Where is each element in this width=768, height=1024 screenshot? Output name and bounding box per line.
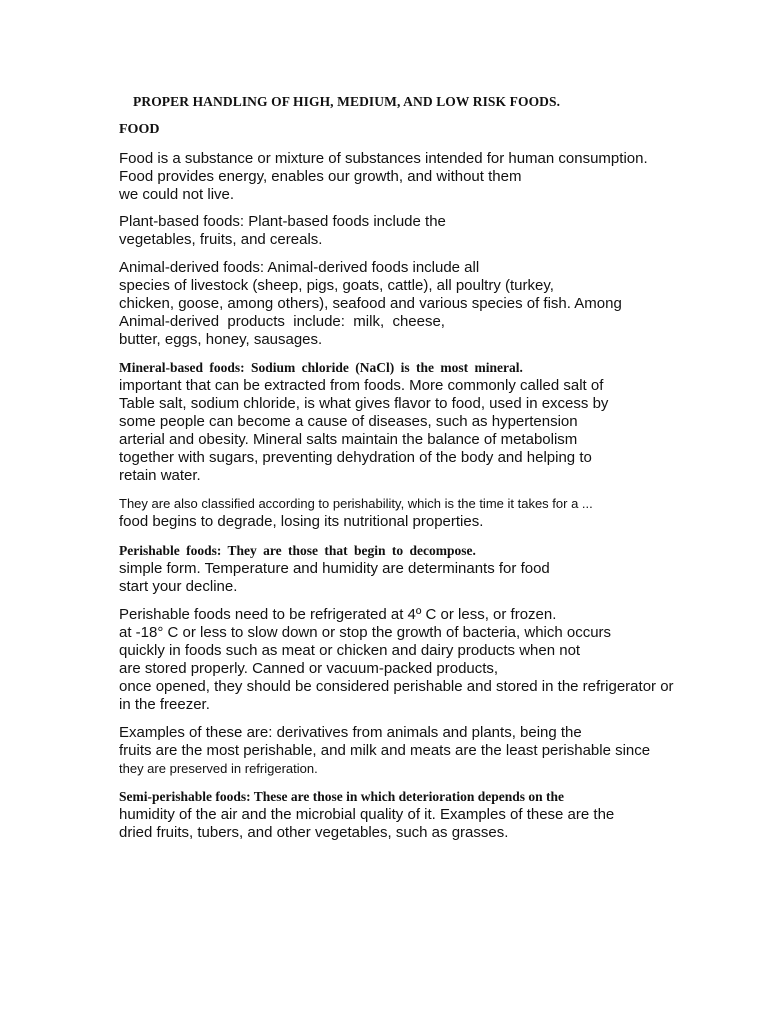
paragraph-line: dried fruits, tubers, and other vegetables, such as grasses.	[119, 824, 509, 841]
paragraph-line: Food provides energy, enables our growth, and without them	[119, 168, 522, 185]
paragraph-line: Food is a substance or mixture of substances intended for human consumption.	[119, 150, 648, 167]
paragraph-semi-perishable	[119, 788, 614, 842]
paragraph-line: some people can become a cause of diseases, such as hypertension	[119, 413, 578, 430]
paragraph-line: Mineral-based foods: Sodium chloride (NaCl) is the most mineral.	[119, 360, 523, 375]
paragraph-line: we could not live.	[119, 186, 235, 203]
paragraph-line: Animal-derived foods: Animal-derived foods include all	[119, 259, 480, 276]
paragraph-line: arterial and obesity. Mineral salts maintain the balance of metabolism	[119, 431, 578, 448]
paragraph-line: They are also classified according to perishability, which is the time it takes for a ...	[119, 496, 593, 511]
paragraph-line: once opened, they should be considered perishable and stored in the refrigerator or	[119, 678, 674, 695]
paragraph-perishability	[119, 495, 593, 531]
paragraph-examples	[119, 724, 650, 778]
paragraph-line: quickly in foods such as meat or chicken and dairy products when not	[119, 642, 581, 659]
document-title: PROPER HANDLING OF HIGH, MEDIUM, AND LOW RISK FOODS.	[133, 94, 561, 109]
paragraph-line: Perishable foods: They are those that begin to decompose.	[119, 543, 476, 558]
paragraph-line: species of livestock (sheep, pigs, goats, cattle), all poultry (turkey,	[119, 277, 554, 294]
paragraph-line: Table salt, sodium chloride, is what gives flavor to food, used in excess by	[119, 395, 609, 412]
paragraph-line: retain water.	[119, 467, 201, 484]
paragraph-line: are stored properly. Canned or vacuum-packed products,	[119, 660, 499, 677]
paragraph-line: Examples of these are: derivatives from animals and plants, being the	[119, 724, 582, 741]
paragraph-mineral-based	[119, 359, 608, 485]
paragraph-line: food begins to degrade, losing its nutritional properties.	[119, 513, 484, 530]
paragraph-line: Plant-based foods: Plant-based foods include the	[119, 213, 446, 230]
paragraph-line: together with sugars, preventing dehydration of the body and helping to	[119, 449, 592, 466]
paragraph-line: Animal-derived products include: milk, cheese,	[119, 313, 445, 330]
paragraph-line: Semi-perishable foods: These are those in which deterioration depends on the	[119, 789, 565, 804]
section-heading: FOOD	[119, 122, 160, 137]
paragraph-plant-based	[119, 213, 446, 249]
paragraph-line: chicken, goose, among others), seafood and various species of fish. Among	[119, 295, 622, 312]
paragraph-line: at -18° C or less to slow down or stop the growth of bacteria, which occurs	[119, 624, 612, 641]
paragraph-line: humidity of the air and the microbial quality of it. Examples of these are the	[119, 806, 615, 823]
paragraph-line: start your decline.	[119, 578, 238, 595]
paragraph-line: in the freezer.	[119, 696, 210, 713]
paragraph-food-definition	[119, 150, 648, 204]
paragraph-line: Perishable foods need to be refrigerated at 4º C or less, or frozen.	[119, 606, 557, 623]
paragraph-line: fruits are the most perishable, and milk and meats are the least perishable since	[119, 742, 651, 759]
paragraph-line: important that can be extracted from foods. More commonly called salt of	[119, 377, 604, 394]
paragraph-line: butter, eggs, honey, sausages.	[119, 331, 323, 348]
paragraph-line: vegetables, fruits, and cereals.	[119, 231, 323, 248]
paragraph-line: they are preserved in refrigeration.	[119, 761, 318, 776]
paragraph-refrigeration	[119, 606, 674, 714]
paragraph-animal-derived	[119, 259, 622, 349]
paragraph-line: simple form. Temperature and humidity are determinants for food	[119, 560, 550, 577]
paragraph-perishable-foods	[119, 542, 550, 596]
